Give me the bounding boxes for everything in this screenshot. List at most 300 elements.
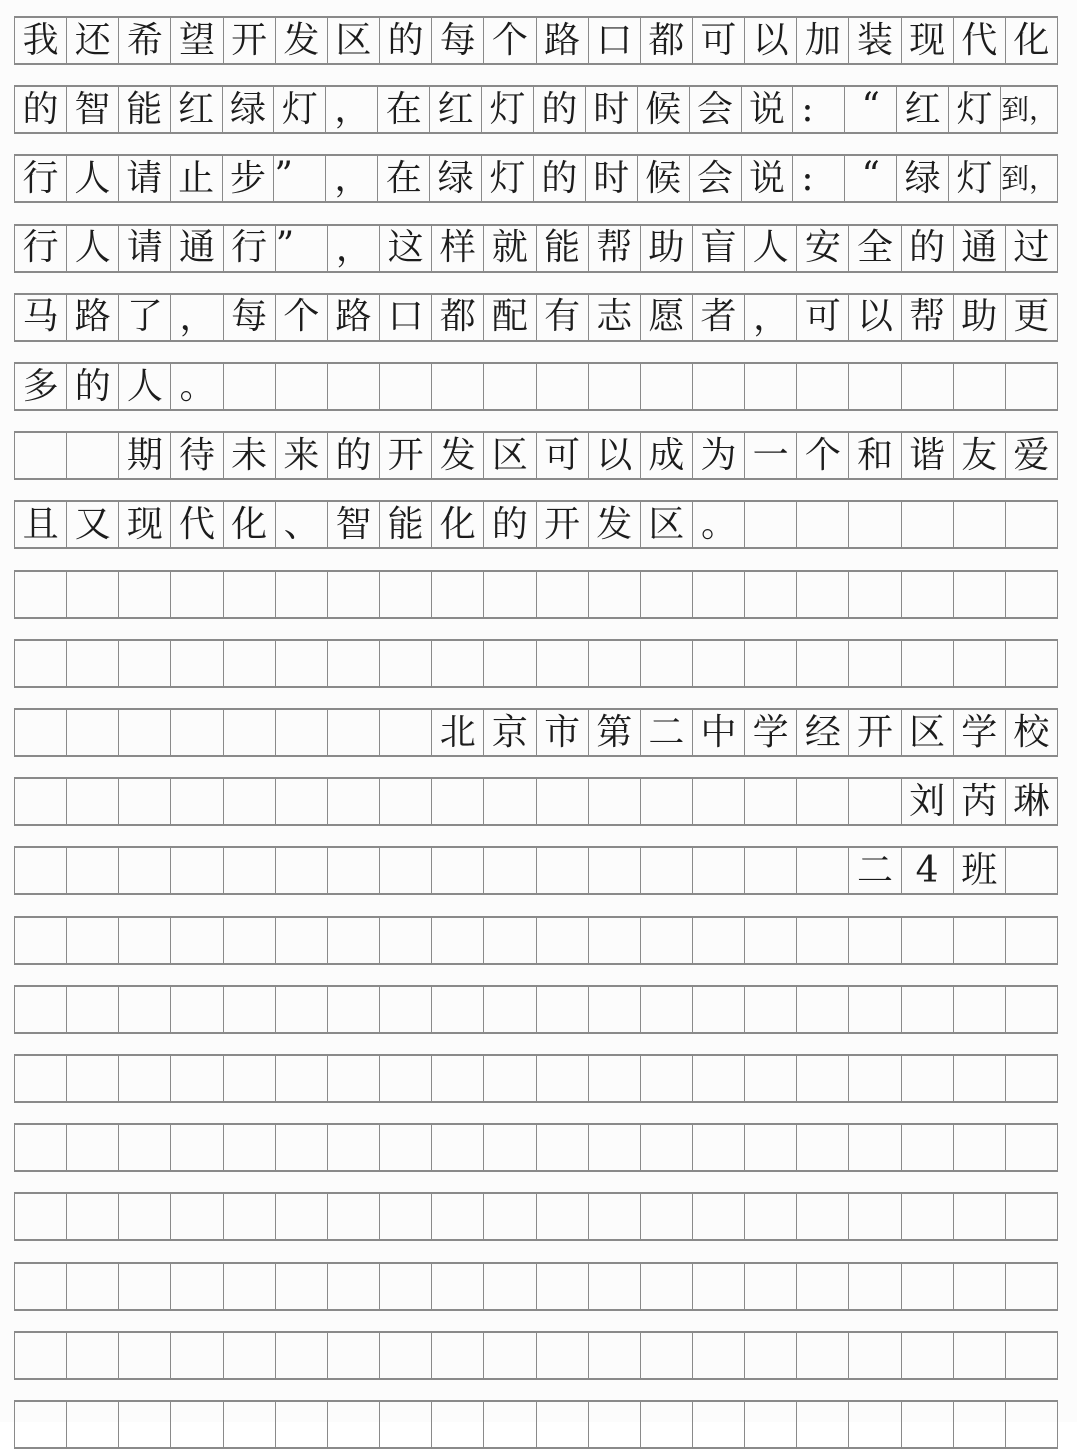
grid-cell	[328, 641, 380, 686]
grid-cell: 发	[276, 18, 328, 63]
grid-cell	[484, 1125, 536, 1170]
grid-cell	[380, 1125, 432, 1170]
grid-cell	[954, 364, 1006, 409]
grid-cell	[537, 641, 589, 686]
grid-cell	[1006, 1402, 1058, 1447]
grid-cell: 成	[641, 433, 693, 478]
grid-cell	[797, 1056, 849, 1101]
grid-cell: 到，	[1001, 87, 1058, 132]
grid-cell	[15, 1402, 67, 1447]
grid-cell	[537, 779, 589, 824]
grid-cell	[745, 779, 797, 824]
grid-row	[14, 16, 1058, 65]
grid-cell	[797, 779, 849, 824]
grid-cell: 发	[589, 502, 641, 547]
grid-cell	[171, 779, 223, 824]
grid-cell	[15, 710, 67, 755]
grid-cell	[797, 1264, 849, 1309]
grid-cell: 样	[432, 226, 484, 271]
grid-cell: 说	[742, 87, 794, 132]
grid-cell	[797, 1125, 849, 1170]
grid-cell: 个	[276, 295, 328, 340]
grid-cell: 通	[954, 226, 1006, 271]
grid-cell: 人	[745, 226, 797, 271]
grid-cell	[589, 641, 641, 686]
grid-cell: 绿	[223, 87, 275, 132]
grid-cell	[589, 1194, 641, 1239]
grid-cell	[224, 1333, 276, 1378]
grid-cell	[380, 710, 432, 755]
grid-cell	[276, 987, 328, 1032]
grid-cell: 发	[432, 433, 484, 478]
grid-cell	[171, 1194, 223, 1239]
grid-cell	[589, 364, 641, 409]
grid-cell	[954, 1402, 1006, 1447]
grid-cell	[224, 987, 276, 1032]
grid-cell	[380, 987, 432, 1032]
grid-cell: 以	[849, 295, 901, 340]
grid-cell: 智	[328, 502, 380, 547]
grid-cell	[693, 1402, 745, 1447]
grid-cell: 愿	[641, 295, 693, 340]
grid-cell: 灯	[949, 87, 1001, 132]
grid-cell: 灯	[274, 87, 326, 132]
grid-cell	[745, 1194, 797, 1239]
grid-cell	[171, 1264, 223, 1309]
grid-row	[14, 916, 1058, 965]
grid-cell	[67, 572, 119, 617]
grid-cell: 以	[745, 18, 797, 63]
grid-cell	[641, 641, 693, 686]
grid-cell	[119, 710, 171, 755]
grid-cell	[902, 1056, 954, 1101]
grid-cell	[276, 1056, 328, 1101]
grid-cell: 灯	[482, 87, 534, 132]
grid-cell: 能	[380, 502, 432, 547]
grid-cell: 学	[954, 710, 1006, 755]
grid-cell	[224, 1402, 276, 1447]
grid-cell	[484, 1194, 536, 1239]
grid-cell	[119, 987, 171, 1032]
grid-cell	[15, 1264, 67, 1309]
grid-cell	[119, 1056, 171, 1101]
grid-cell: 盲	[693, 226, 745, 271]
grid-row	[14, 708, 1058, 757]
grid-cell: 4	[902, 848, 954, 893]
grid-cell: 区	[484, 433, 536, 478]
grid-row	[14, 1123, 1058, 1172]
grid-cell	[589, 1125, 641, 1170]
grid-cell	[849, 1264, 901, 1309]
grid-cell	[537, 1194, 589, 1239]
grid-cell	[849, 1056, 901, 1101]
grid-row	[14, 293, 1058, 342]
grid-cell	[693, 1056, 745, 1101]
grid-cell	[537, 1264, 589, 1309]
grid-cell	[276, 1194, 328, 1239]
grid-cell	[171, 710, 223, 755]
grid-cell: 市	[537, 710, 589, 755]
grid-cell	[276, 364, 328, 409]
grid-cell: 开	[849, 710, 901, 755]
grid-cell	[328, 779, 380, 824]
grid-cell	[432, 987, 484, 1032]
grid-cell: 校	[1006, 710, 1058, 755]
grid-cell	[224, 779, 276, 824]
grid-cell: 步	[223, 156, 275, 201]
grid-cell: :	[793, 87, 845, 132]
grid-row	[14, 1192, 1058, 1241]
grid-cell: 绿	[897, 156, 949, 201]
grid-cell	[276, 572, 328, 617]
grid-cell: 会	[690, 87, 742, 132]
grid-cell: 京	[484, 710, 536, 755]
grid-cell: 人	[67, 156, 119, 201]
grid-cell	[745, 1264, 797, 1309]
grid-cell: 以	[589, 433, 641, 478]
grid-cell: 的	[67, 364, 119, 409]
grid-cell: 人	[67, 226, 119, 271]
grid-cell	[537, 1056, 589, 1101]
grid-cell: 区	[641, 502, 693, 547]
grid-row	[14, 639, 1058, 688]
grid-cell	[589, 987, 641, 1032]
grid-cell	[537, 1125, 589, 1170]
grid-cell	[484, 987, 536, 1032]
grid-cell	[849, 641, 901, 686]
grid-cell: 的	[328, 433, 380, 478]
grid-cell: 会	[690, 156, 742, 201]
grid-cell	[797, 848, 849, 893]
grid-cell: 都	[641, 18, 693, 63]
grid-cell	[276, 1125, 328, 1170]
grid-cell	[380, 641, 432, 686]
grid-cell: 为	[693, 433, 745, 478]
grid-cell: 未	[224, 433, 276, 478]
grid-cell	[797, 364, 849, 409]
grid-cell: 红	[171, 87, 223, 132]
grid-cell	[745, 1333, 797, 1378]
grid-cell	[797, 502, 849, 547]
grid-cell	[1006, 364, 1058, 409]
grid-cell	[484, 364, 536, 409]
grid-cell	[954, 1056, 1006, 1101]
grid-cell	[432, 1056, 484, 1101]
grid-row	[14, 431, 1058, 480]
grid-cell	[849, 779, 901, 824]
grid-cell	[119, 1194, 171, 1239]
grid-cell	[15, 1125, 67, 1170]
grid-cell	[484, 1402, 536, 1447]
grid-cell	[1006, 572, 1058, 617]
grid-cell: 二	[641, 710, 693, 755]
grid-cell	[432, 641, 484, 686]
grid-cell	[328, 1402, 380, 1447]
grid-cell	[15, 572, 67, 617]
grid-cell: 智	[67, 87, 119, 132]
grid-cell	[67, 987, 119, 1032]
grid-cell: 红	[430, 87, 482, 132]
grid-cell	[1006, 641, 1058, 686]
grid-cell	[849, 1194, 901, 1239]
grid-cell	[276, 918, 328, 963]
grid-cell	[745, 1056, 797, 1101]
grid-cell	[641, 1333, 693, 1378]
grid-cell	[641, 1056, 693, 1101]
grid-cell	[954, 502, 1006, 547]
grid-cell: 者	[693, 295, 745, 340]
grid-cell: 能	[119, 87, 171, 132]
grid-cell	[641, 1402, 693, 1447]
grid-cell: 的	[902, 226, 954, 271]
grid-cell: 开	[224, 18, 276, 63]
grid-cell	[1006, 987, 1058, 1032]
grid-cell: 我	[15, 18, 67, 63]
grid-cell: 琳	[1006, 779, 1058, 824]
grid-cell	[693, 1264, 745, 1309]
grid-cell	[171, 1125, 223, 1170]
grid-cell	[537, 987, 589, 1032]
grid-cell: 。	[171, 364, 223, 409]
grid-cell: 可	[537, 433, 589, 478]
grid-cell	[328, 1125, 380, 1170]
grid-cell: 候	[638, 156, 690, 201]
grid-cell	[1006, 918, 1058, 963]
grid-row	[14, 777, 1058, 826]
grid-cell: 口	[380, 295, 432, 340]
grid-cell	[849, 572, 901, 617]
grid-cell: 还	[67, 18, 119, 63]
grid-cell	[954, 1125, 1006, 1170]
grid-cell	[902, 364, 954, 409]
grid-cell	[380, 848, 432, 893]
grid-cell	[119, 1264, 171, 1309]
grid-cell: 时	[586, 87, 638, 132]
grid-cell: 芮	[954, 779, 1006, 824]
grid-cell: 绿	[430, 156, 482, 201]
grid-cell	[67, 848, 119, 893]
grid-cell	[276, 779, 328, 824]
grid-cell: ，	[328, 226, 380, 271]
grid-cell	[797, 1402, 849, 1447]
grid-cell	[171, 1056, 223, 1101]
grid-cell	[745, 987, 797, 1032]
grid-cell: 人	[119, 364, 171, 409]
grid-cell	[902, 1264, 954, 1309]
grid-cell: 的	[484, 502, 536, 547]
grid-cell: 在	[378, 87, 430, 132]
grid-cell	[67, 641, 119, 686]
grid-cell	[171, 1333, 223, 1378]
grid-cell	[693, 779, 745, 824]
grid-cell	[276, 1264, 328, 1309]
grid-cell: ”	[274, 156, 326, 201]
grid-cell	[589, 1402, 641, 1447]
grid-cell: 帮	[902, 295, 954, 340]
grid-cell: 红	[897, 87, 949, 132]
grid-cell: 配	[484, 295, 536, 340]
grid-cell	[380, 364, 432, 409]
grid-cell	[67, 1125, 119, 1170]
grid-cell	[849, 1333, 901, 1378]
grid-cell	[432, 1333, 484, 1378]
grid-cell	[15, 1194, 67, 1239]
grid-cell	[589, 918, 641, 963]
grid-cell	[693, 364, 745, 409]
grid-cell	[589, 1333, 641, 1378]
grid-cell	[849, 1125, 901, 1170]
grid-cell: 的	[534, 87, 586, 132]
grid-cell	[276, 1333, 328, 1378]
grid-cell	[589, 1264, 641, 1309]
grid-cell	[641, 918, 693, 963]
grid-cell	[432, 779, 484, 824]
grid-cell	[276, 1402, 328, 1447]
grid-cell	[1006, 1056, 1058, 1101]
grid-row	[14, 1262, 1058, 1311]
grid-cell	[15, 641, 67, 686]
grid-cell	[224, 1264, 276, 1309]
grid-cell	[849, 502, 901, 547]
grid-cell: 可	[797, 295, 849, 340]
grid-cell	[432, 364, 484, 409]
grid-cell	[484, 848, 536, 893]
grid-cell: 友	[954, 433, 1006, 478]
grid-cell: 志	[589, 295, 641, 340]
grid-cell	[849, 1402, 901, 1447]
grid-cell	[484, 572, 536, 617]
grid-cell	[693, 641, 745, 686]
grid-cell	[641, 779, 693, 824]
grid-cell	[119, 1402, 171, 1447]
grid-cell: 行	[224, 226, 276, 271]
grid-cell: 班	[954, 848, 1006, 893]
grid-cell: 过	[1006, 226, 1058, 271]
grid-cell: 开	[537, 502, 589, 547]
grid-cell	[954, 1194, 1006, 1239]
grid-cell	[224, 364, 276, 409]
grid-cell	[641, 1194, 693, 1239]
grid-cell	[693, 1194, 745, 1239]
grid-cell	[641, 848, 693, 893]
grid-cell: 代	[954, 18, 1006, 63]
grid-cell: 学	[745, 710, 797, 755]
grid-cell: 又	[67, 502, 119, 547]
grid-cell	[224, 918, 276, 963]
grid-cell	[1006, 502, 1058, 547]
grid-cell: ，	[326, 156, 378, 201]
grid-cell	[328, 1333, 380, 1378]
grid-cell: 代	[171, 502, 223, 547]
grid-cell: 的	[534, 156, 586, 201]
grid-cell: 个	[797, 433, 849, 478]
grid-cell: 望	[171, 18, 223, 63]
grid-cell: 且	[15, 502, 67, 547]
grid-cell: 谐	[902, 433, 954, 478]
grid-cell	[589, 1056, 641, 1101]
grid-cell: 北	[432, 710, 484, 755]
grid-cell	[276, 710, 328, 755]
grid-cell	[902, 1333, 954, 1378]
grid-cell	[902, 918, 954, 963]
grid-cell	[171, 572, 223, 617]
grid-cell	[589, 779, 641, 824]
grid-cell: ，	[745, 295, 797, 340]
grid-cell: 每	[432, 18, 484, 63]
grid-cell	[537, 1402, 589, 1447]
grid-cell: 时	[586, 156, 638, 201]
grid-cell	[119, 779, 171, 824]
grid-cell	[537, 848, 589, 893]
grid-cell	[171, 848, 223, 893]
grid-cell	[693, 572, 745, 617]
grid-cell	[380, 1264, 432, 1309]
grid-cell	[224, 710, 276, 755]
grid-cell: 行	[15, 226, 67, 271]
grid-cell	[693, 987, 745, 1032]
grid-cell	[15, 918, 67, 963]
grid-cell	[67, 779, 119, 824]
grid-cell	[171, 987, 223, 1032]
grid-cell	[745, 641, 797, 686]
grid-row	[14, 154, 1058, 203]
grid-cell	[484, 1264, 536, 1309]
grid-cell: 区	[902, 710, 954, 755]
grid-cell	[745, 572, 797, 617]
grid-cell	[67, 1056, 119, 1101]
grid-cell	[432, 848, 484, 893]
grid-cell: 装	[849, 18, 901, 63]
grid-cell	[328, 572, 380, 617]
grid-cell: 灯	[482, 156, 534, 201]
grid-cell	[67, 710, 119, 755]
grid-cell: 可	[693, 18, 745, 63]
grid-row	[14, 224, 1058, 273]
grid-cell	[119, 641, 171, 686]
grid-cell: 路	[67, 295, 119, 340]
grid-cell	[641, 987, 693, 1032]
grid-cell: 安	[797, 226, 849, 271]
grid-cell	[432, 1194, 484, 1239]
grid-cell: 区	[328, 18, 380, 63]
grid-cell: 请	[119, 156, 171, 201]
grid-cell: 说	[742, 156, 794, 201]
grid-cell: 、	[276, 502, 328, 547]
grid-cell: 加	[797, 18, 849, 63]
grid-cell	[902, 641, 954, 686]
grid-cell	[276, 641, 328, 686]
grid-cell: “	[845, 87, 897, 132]
grid-cell	[902, 572, 954, 617]
grid-cell	[15, 1333, 67, 1378]
grid-cell	[67, 1194, 119, 1239]
grid-cell	[484, 918, 536, 963]
grid-cell: 经	[797, 710, 849, 755]
grid-cell	[119, 1125, 171, 1170]
grid-cell	[537, 364, 589, 409]
grid-cell	[432, 918, 484, 963]
grid-cell: 助	[954, 295, 1006, 340]
grid-cell	[328, 364, 380, 409]
grid-cell	[849, 987, 901, 1032]
grid-cell	[954, 641, 1006, 686]
grid-row	[14, 985, 1058, 1034]
grid-cell	[224, 641, 276, 686]
grid-cell: 都	[432, 295, 484, 340]
grid-cell	[1006, 1125, 1058, 1170]
grid-cell: ，	[171, 295, 223, 340]
grid-cell: 到，	[1001, 156, 1058, 201]
